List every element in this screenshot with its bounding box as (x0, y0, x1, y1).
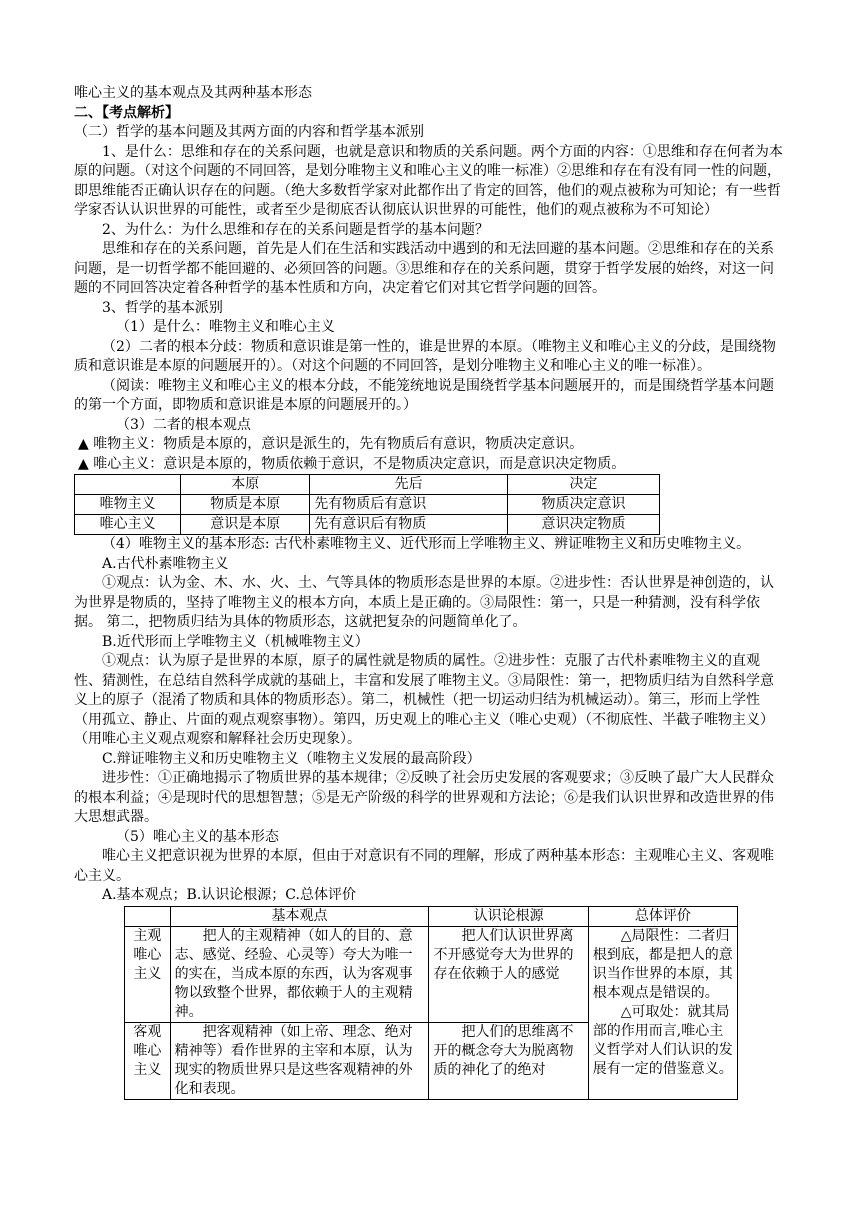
table-cell: 物质决定意识 (508, 495, 660, 515)
paragraph-dialectical-materialism: 进步性：①正确地揭示了物质世界的基本规律；②反映了社会历史发展的客观要求；③反映了最广大人民群众的根本利益；④是现时代的思想智慧；⑤是无产阶级的科学的世界观和方法论；⑥是我们认识世界和改造世界的伟大思想武器。 (74, 770, 774, 825)
heading-idealism-forms: （5）唯心主义的基本形态 (116, 828, 279, 845)
subjective-root: 把人们认识世界离不开感觉夸大为世界的存在依赖于人的感觉 (433, 927, 574, 982)
paragraph-materialism-forms: （4）唯物主义的基本形态: 古代朴素唯物主义、近代形而上学唯物主义、辨证唯物主义和历史唯物主义。 (102, 536, 751, 552)
paragraph-idealism-forms: 唯心主义把意识视为世界的本原，但由于对意识有不同的理解，形成了两种基本形态：主观唯心主义、客观唯心主义。 (74, 848, 774, 884)
heading-dialectical-materialism: C.辩证唯物主义和历史唯物主义（唯物主义发展的最高阶段） (102, 750, 481, 767)
table-cell (429, 926, 588, 1022)
table-header-cell: 基本观点 (170, 906, 429, 926)
table-cell: 物质是本原 (181, 495, 310, 515)
paragraph-schools-1: （1）是什么：唯物主义和唯心主义 (116, 319, 335, 335)
triangle-materialism: ▲ 唯物主义：物质是本原的，意识是派生的，先有物质后有意识，物质决定意识。 (78, 436, 584, 452)
paragraph-abc: A.基本观点；B.认识论根源；C.总体评价 (102, 887, 356, 903)
subjective-view: 把人的主观精神（如人的目的、意志、感觉、经验、心灵等）夸大为唯一的实在，当成本原的东西，认为客观事物以致整个世界，都依赖于人的主观精神。 (174, 927, 413, 1020)
table-cell (170, 1022, 429, 1099)
table-header-cell: 先后 (310, 475, 508, 495)
table-cell: 先有物质后有意识 (310, 495, 508, 515)
document-page (74, 84, 786, 1100)
table-cell: 意识决定物质 (508, 515, 660, 535)
table-cell: 唯心主义 (75, 515, 181, 535)
table-header-cell: 决定 (508, 475, 660, 495)
table-cell: 先有意识后有物质 (310, 515, 508, 535)
paragraph-ancient-materialism: ①观点：认为金、木、水、火、土、气等具体的物质形态是世界的本原。②进步性：否认世界是神创造的，认为世界是物质的，坚持了唯物主义的根本方向，本质上是正确的。③局限性：第一，只是一种猜测，没有科学依据。 第二，把物质归结为具体的物质形态，这就把复杂的问题简单化了。 (74, 575, 774, 630)
heading-ancient-materialism: A.古代朴素唯物主义 (102, 555, 229, 572)
evaluation-limit: △局限性：二者归根到底，都是把人的意识当作世界的本原，其根本观点是错误的。 (592, 927, 733, 1001)
paragraph-schools-heading: 3、哲学的基本派别 (102, 299, 223, 316)
evaluation-merit: △可取处：就其局部的作用而言,唯心主义哲学对人们认识的发展有一定的借鉴意义。 (592, 1003, 733, 1077)
paragraph-schools-2: （2）二者的根本分歧：物质和意识谁是第一性的，谁是世界的本原。（唯物主义和唯心主义的分歧，是围绕物质和意识谁是本原的问题展开的）。（对这个问题的不同回答，是划分唯物主义和唯心主义的唯一标准）。 (74, 338, 776, 374)
table-header-cell: 认识论根源 (429, 906, 588, 926)
table-cell (170, 926, 429, 1022)
paragraph-what: 1、是什么：思维和存在的关系问题，也就是意识和物质的关系问题。两个方面的内容：①思维和存在何者为本原的问题。（对这个问题的不同回答，是划分唯物主义和唯心主义的唯一标准）②思维和存在有没有同一性的问题，即思维能否正确认识存在的问题。（绝大多数哲学家对此都作出了肯定的回答，他们的观点被称为可知论；有一些哲学家否认认识世界的可能性，或者至少是彻底否认彻底认识世界的可能性，他们的观点被称为不可知论） (74, 143, 783, 218)
paragraph-why-body: 思维和存在的关系问题，首先是人们在生活和实践活动中遇到的和无法回避的基本问题。②思维和存在的关系问题，是一切哲学都不能回避的、必须回答的问题。③思维和存在的关系问题，贯穿于哲学发展的始终，对这一问题的不同回答决定着各种哲学的基本性质和方向，决定着它们对其它哲学问题的回答。 (74, 241, 774, 296)
table-row (75, 515, 660, 535)
paragraph-schools-3: （3）二者的根本观点 (116, 416, 251, 433)
table-header-cell: 本原 (181, 475, 310, 495)
table-cell (429, 1022, 588, 1099)
paragraph-reading-note: （阅读：唯物主义和唯心主义的根本分歧，不能笼统地说是围绕哲学基本问题展开的，而是围绕哲学基本问题的第一个方面，即物质和意识谁是本原的问题展开的。） (74, 377, 774, 413)
intro-line: 唯心主义的基本观点及其两种基本形态 (74, 85, 312, 101)
idealism-table (124, 906, 738, 1100)
table-header-cell (125, 906, 171, 926)
comparison-table (74, 474, 660, 535)
triangle-idealism: ▲ 唯心主义：意识是本原的，物质依赖于意识，不是物质决定意识，而是意识决定物质。 (78, 455, 626, 472)
table-cell: 意识是本原 (181, 515, 310, 535)
objective-root: 把人们的思维离不开的概念夸大为脱离物质的神化了的绝对 (433, 1023, 574, 1078)
table-header-cell (75, 475, 181, 495)
paragraph-why-heading: 2、为什么：为什么思维和存在的关系问题是哲学的基本问题？ (102, 221, 489, 238)
section-heading: 二、【考点解析】 (74, 104, 179, 121)
subsection-heading: （二）哲学的基本问题及其两方面的内容和哲学基本派别 (74, 124, 424, 140)
table-cell: 唯物主义 (75, 495, 181, 515)
objective-view: 把客观精神（如上帝、理念、绝对精神等）看作世界的主宰和本原，认为现实的物质世界只是这些客观精神的外化和表现。 (174, 1023, 413, 1097)
row-label-objective: 客观唯心主义 (125, 1022, 171, 1099)
table-row (125, 926, 738, 1022)
table-header-cell: 总体评价 (588, 906, 737, 926)
table-row (75, 495, 660, 515)
table-header-row (125, 906, 738, 926)
row-label-subjective: 主观唯心主义 (125, 926, 171, 1022)
paragraph-metaphysical-materialism: ①观点：认为原子是世界的本原，原子的属性就是物质的属性。②进步性：克服了古代朴素唯物主义的直观性、猜测性，在总结自然科学成就的基础上，丰富和发展了唯物主义。③局限性：第一，把物质归结为自然科学意义上的原子（混淆了物质和具体的物质形态）。第二，机械性（把一切运动归结为机械运动）。第三，形而上学性（用孤立、静止、片面的观点观察事物）。第四，历史观上的唯心主义（唯心史观）（不彻底性、半截子唯物主义）（用唯心主义观点观察和解释社会历史现象）。 (74, 653, 774, 747)
table-cell (588, 926, 737, 1099)
table-header-row (75, 475, 660, 495)
heading-metaphysical-materialism: B.近代形而上学唯物主义（机械唯物主义） (102, 633, 369, 650)
